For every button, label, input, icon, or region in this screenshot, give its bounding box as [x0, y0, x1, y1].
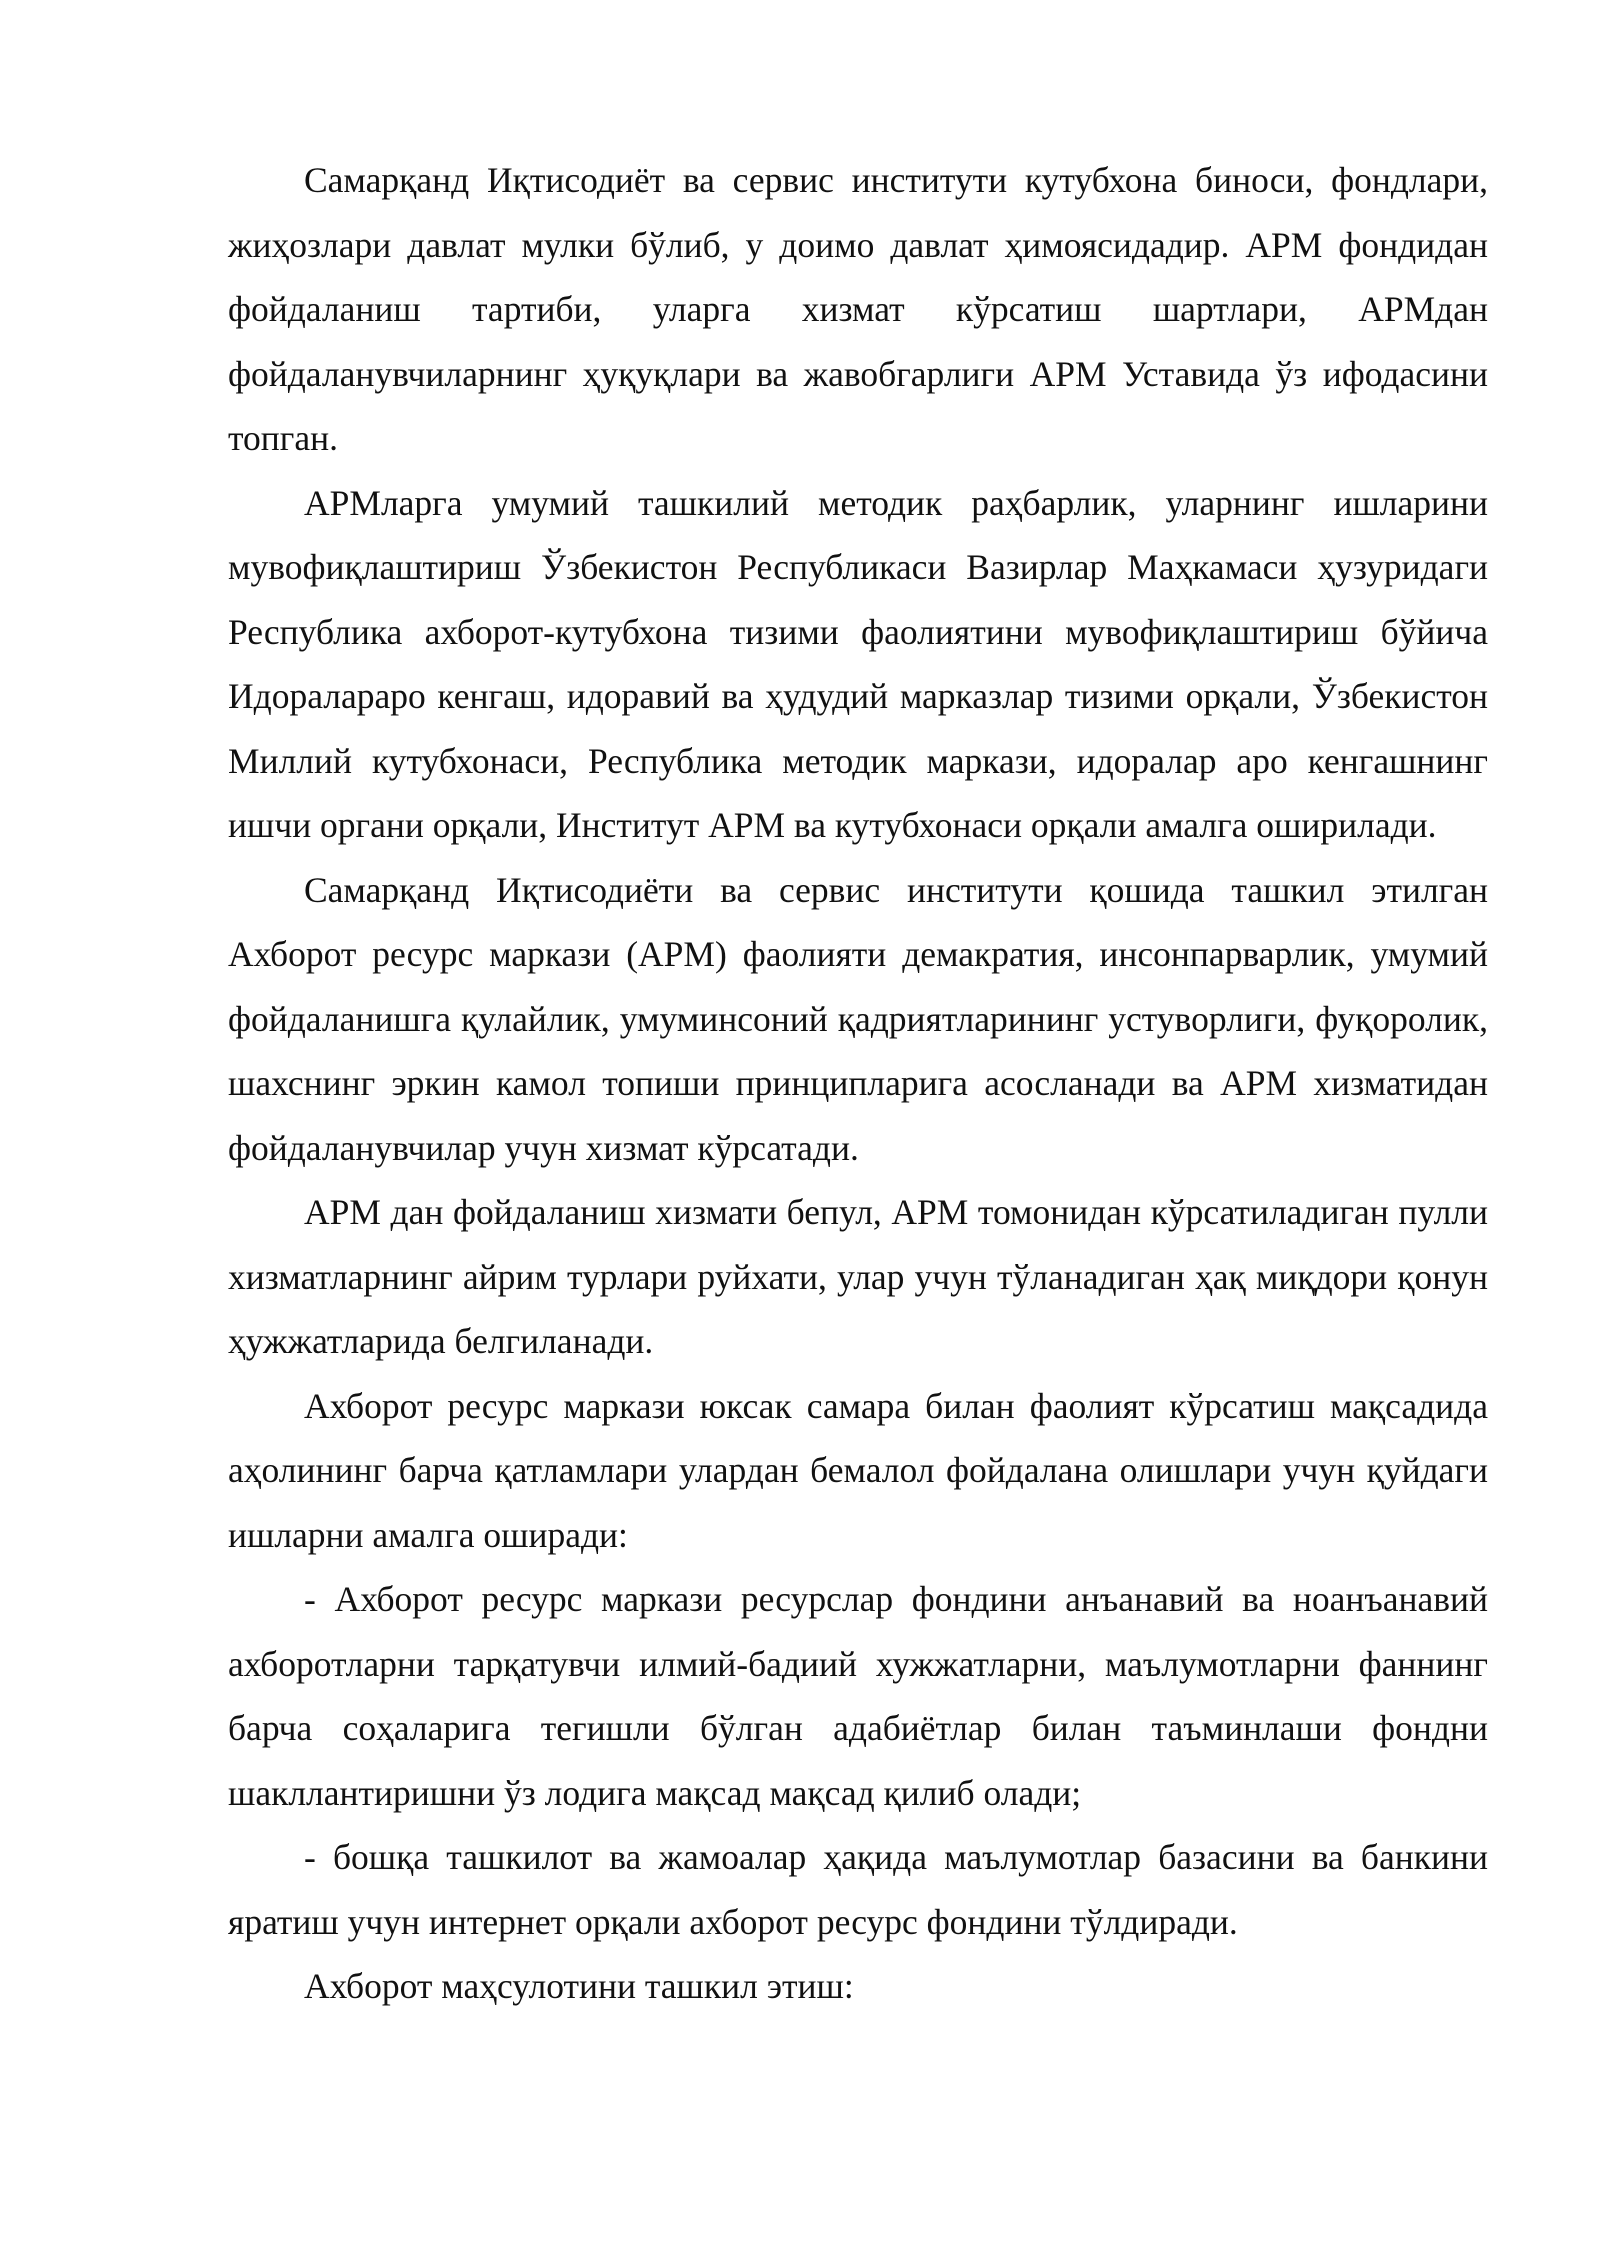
paragraph-arm-tasks-intro: Ахборот ресурс маркази юксак самара билан фаолият кўрсатиш мақсадида аҳолининг барча қатламлари улардан бемалол фойдалана олишлари учун қуйдаги ишларни амалга оширади: [228, 1385, 1488, 1555]
list-item-database-creation: - бошқа ташкилот ва жамоалар ҳақида маълумотлар базасини ва банкини яратиш учун интернет орқали ахборот ресурс фондини тўлдиради. [228, 1837, 1488, 1942]
paragraph-arm-principles: Самарқанд Иқтисодиёти ва сервис институти қошида ташкил этилган Ахборот ресурс маркази (АРМ) фаолияти демакратия, инсонпарварлик, умумий фойдаланишга қулайлик, умуминсоний қадриятларининг устуворлиги, фуқоролик, шахснинг эркин камол топиши принципларига асосланади ва АРМ хизматидан фойдаланувчилар учун хизмат кўрсатади. [228, 869, 1488, 1168]
paragraph-free-service: АРМ дан фойдаланиш хизмати бепул, АРМ томонидан кўрсатиладиган пулли хизматларнинг айрим турлари руйхати, улар учун тўланадиган ҳақ миқдори қонун ҳужжатларида белгиланади. [228, 1192, 1488, 1361]
paragraph-library-status: Самарқанд Иқтисодиёт ва сервис институти кутубхона биноси, фондлари, жиҳозлари давлат мулки бўлиб, у доимо давлат ҳимоясидадир. АРМ фондидан фойдаланиш тартиби, уларга хизмат кўрсатиш шартлари, АРМдан фойдаланувчиларнинг ҳуқуқлари ва жавобгарлиги АРМ Уставида ўз ифодасини топган. [228, 160, 1488, 458]
list-item-fund-formation: - Ахборот ресурс маркази ресурслар фондини анъанавий ва ноанъанавий ахборотларни тарқатувчи илмий-бадиий хужжатларни, маълумотларни фаннинг барча соҳаларига тегишли бўлган адабиётлар билан таъминлаши фондни шакллантиришни ўз лодига мақсад мақсад қилиб олади; [228, 1579, 1488, 1813]
paragraph-info-product-heading: Ахборот маҳсулотини ташкил этиш: [304, 1966, 854, 2006]
paragraph-methodical-guidance: АРМларга умумий ташкилий методик раҳбарлик, уларнинг ишларини мувофиқлаштириш Ўзбекистон Республикаси Вазирлар Маҳкамаси ҳузуридаги Республика ахборот-кутубхона тизими фаолиятини мувофиқлаштириш бўйича Идоралараро кенгаш, идоравий ва ҳудудий марказлар тизими орқали, Ўзбекистон Миллий кутубхонаси, Республика методик маркази, идоралар аро кенгашнинг ишчи органи орқали, Институт АРМ ва кутубхонаси орқали амалга оширилади. [228, 482, 1488, 845]
document-body [228, 148, 1488, 2019]
